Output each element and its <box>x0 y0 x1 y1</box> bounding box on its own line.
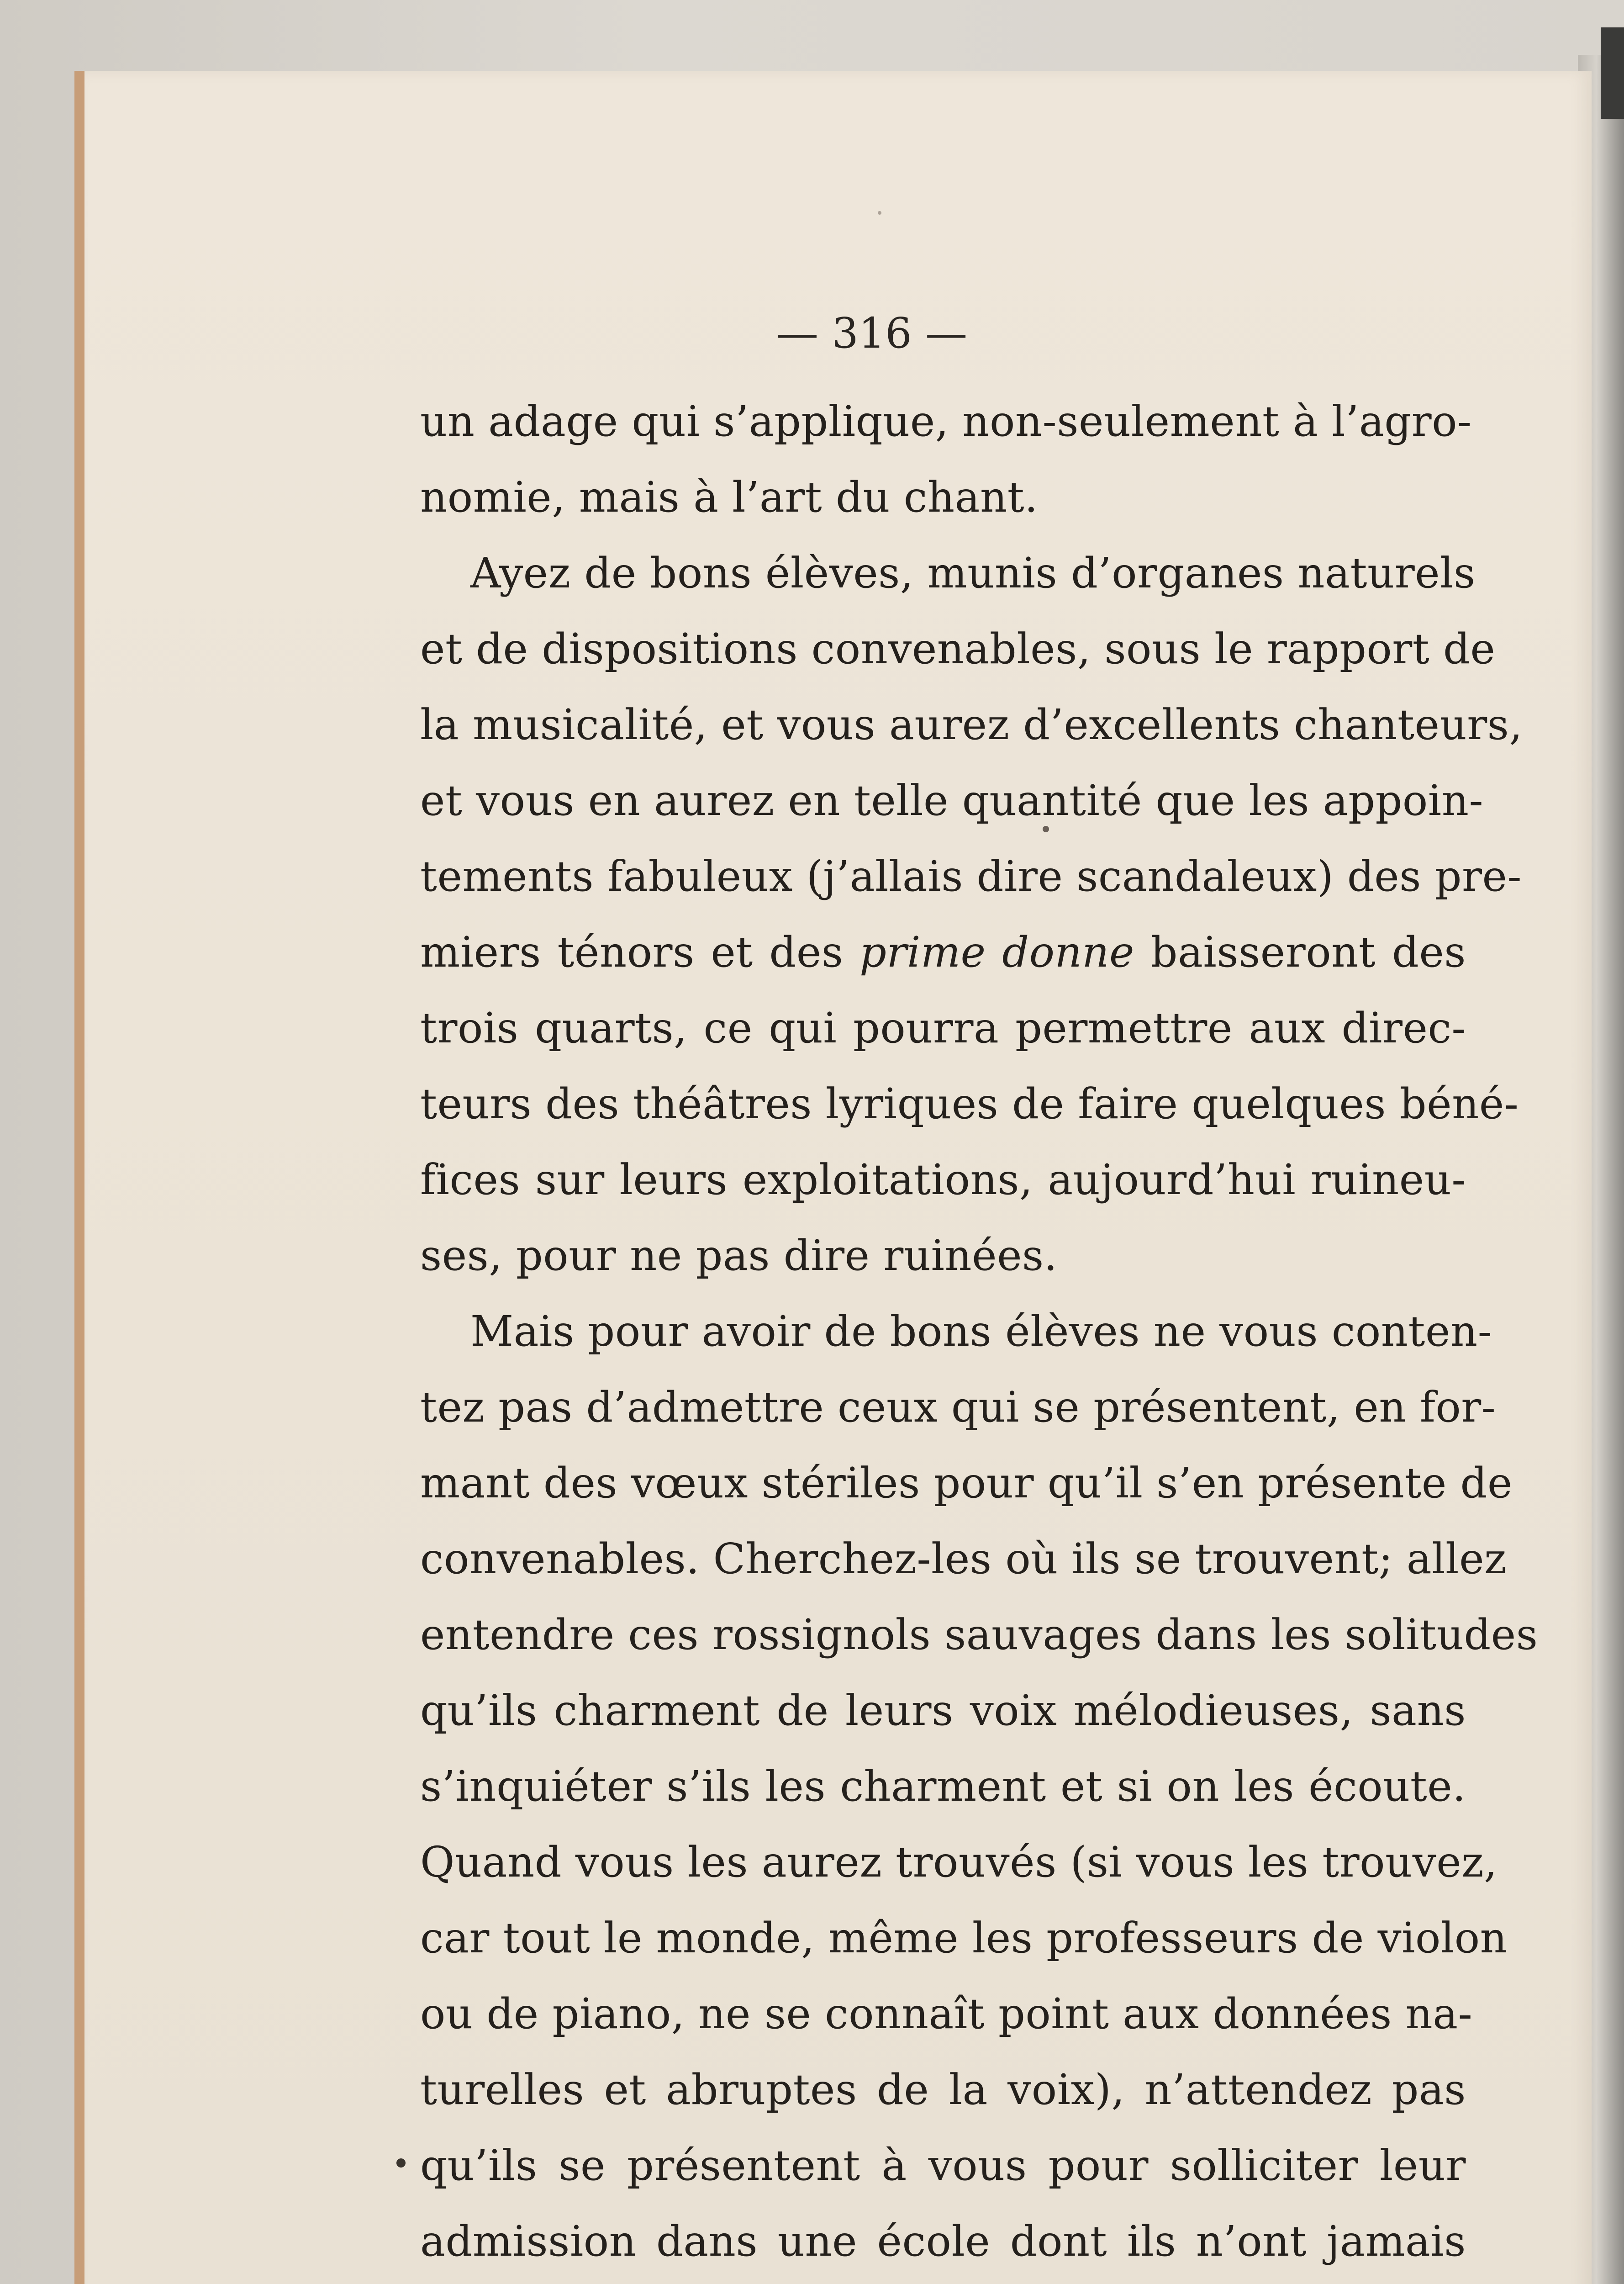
text-line: et de dispositions convenables, sous le rapport de <box>420 624 1496 673</box>
text-line: la musicalité, et vous aurez d’excellents chanteurs, <box>420 700 1523 749</box>
body-text <box>420 384 1538 2266</box>
text-line: un adage qui s’applique, non-seulement à l’agro- <box>420 397 1472 446</box>
text-line: convenables. Cherchez-les où ils se trouvent; allez <box>420 1534 1507 1583</box>
text-line: tez pas d’admettre ceux qui se présentent, en for- <box>420 1383 1496 1432</box>
text-line: Mais pour avoir de bons élèves ne vous conten- <box>470 1307 1492 1356</box>
text-line: ses, pour ne pas dire ruinées. <box>420 1231 1058 1280</box>
text-line: turelles et abruptes de la voix), n’attendez pas <box>420 2065 1466 2114</box>
text-line: tements fabuleux (j’allais dire scandaleux) des pre- <box>420 852 1522 901</box>
page-number: — 316 — <box>776 309 968 358</box>
text-line: ou de piano, ne se connaît point aux données na- <box>420 1989 1473 2038</box>
text-line: mant des vœux stériles pour qu’il s’en présente de <box>420 1459 1513 1507</box>
text-line: qu’ils charment de leurs voix mélodieuses, sans <box>420 1686 1466 1735</box>
text-segment: baisseront des <box>1150 928 1466 977</box>
text-line: s’inquiéter s’ils les charment et si on les écoute. <box>420 1762 1466 1811</box>
text-line: car tout le monde, même les professeurs de violon <box>420 1914 1508 1962</box>
book-edge-shadow-top <box>1601 27 1624 119</box>
text-segment: miers ténors et des <box>420 928 844 977</box>
margin-ink-dot <box>396 2158 406 2168</box>
text-line: fices sur leurs exploitations, aujourd’hui ruineu- <box>420 1155 1466 1204</box>
text-line: qu’ils se présentent à vous pour solliciter leur <box>420 2141 1466 2190</box>
text-line: Quand vous les aurez trouvés (si vous les trouvez, <box>420 1838 1497 1887</box>
italic-phrase: prime donne <box>859 928 1135 977</box>
text-line: trois quarts, ce qui pourra permettre aux direc- <box>420 1004 1466 1052</box>
text-line: nomie, mais à l’art du chant. <box>420 473 1038 522</box>
text-line: Ayez de bons élèves, munis d’organes naturels <box>470 549 1476 597</box>
text-line: admission dans une école dont ils n’ont jamais <box>420 2217 1466 2266</box>
ink-speck <box>878 211 881 215</box>
text-line-with-italic <box>420 915 1466 990</box>
text-line: teurs des théâtres lyriques de faire quelques béné- <box>420 1079 1519 1128</box>
text-line: entendre ces rossignols sauvages dans les solitudes <box>420 1610 1538 1659</box>
ink-speck <box>1043 826 1049 832</box>
text-line: et vous en aurez en telle quantité que les appoin- <box>420 776 1484 825</box>
